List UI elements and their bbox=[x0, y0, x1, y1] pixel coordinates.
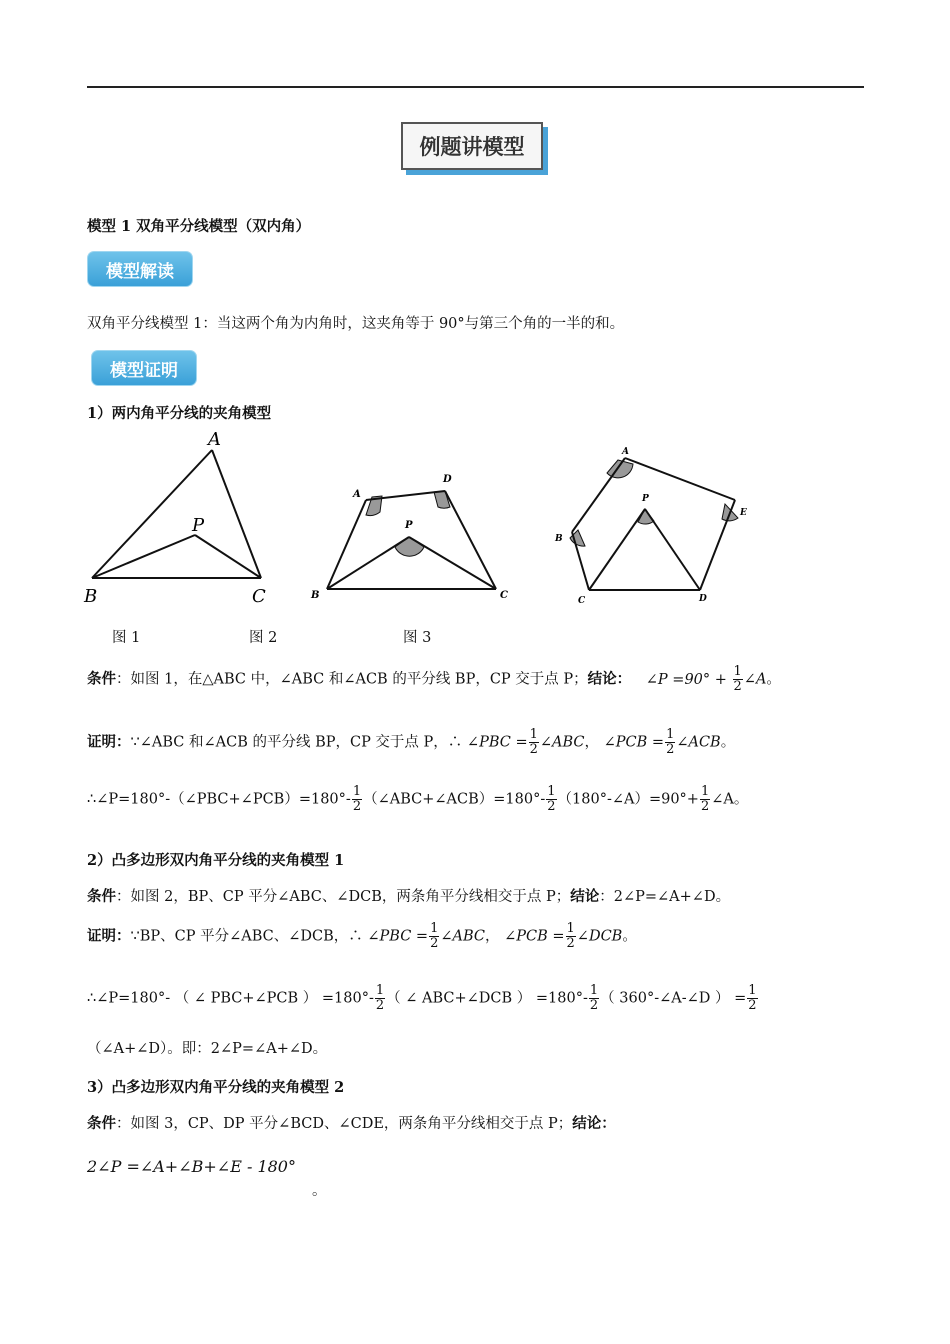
arc-a bbox=[607, 460, 633, 478]
label-b: B bbox=[311, 590, 320, 601]
fraction-half: $\frac{1}{2}$ bbox=[375, 983, 385, 1013]
label-a: A bbox=[622, 447, 629, 457]
fraction-half: $\frac{1}{2}$ bbox=[589, 983, 599, 1013]
sub2-heading: 2）凸多边形双内角平分线的夹角模型 1 bbox=[87, 852, 345, 869]
figure-2-caption: 图 2 bbox=[249, 630, 278, 646]
fraction-half: $\frac{1}{2}$ bbox=[529, 727, 538, 757]
model-interpret-badge: 模型解读 bbox=[87, 251, 193, 287]
label-b: B bbox=[555, 534, 563, 544]
figure-3-caption: 图 3 bbox=[403, 630, 432, 646]
label-c: C bbox=[578, 596, 586, 606]
label-p: P bbox=[642, 494, 649, 504]
fraction-half: $\frac{1}{2}$ bbox=[352, 784, 362, 814]
sub1-heading: 1）两内角平分线的夹角模型 bbox=[87, 405, 272, 422]
m3-formula: 2∠P =∠A+∠B+∠E - 180° bbox=[87, 1157, 296, 1176]
label-d: D bbox=[699, 594, 707, 604]
figure-3 bbox=[545, 440, 755, 610]
figure-1-caption: 图 1 bbox=[112, 630, 141, 646]
m1-proof-line3: ∴∠P=180°-（∠PBC+∠PCB）=180°- $\frac{1}{2}$ （∠ABC+∠ACB）=180°- $\frac{1}{2}$ （180°-∠A）=90°+ $\frac{1}{2}$ ∠A。 bbox=[87, 784, 749, 814]
figure-1 bbox=[80, 425, 280, 610]
model1-heading: 模型 1 双角平分线模型（双内角） bbox=[87, 218, 311, 235]
edge-ab bbox=[572, 458, 625, 532]
figure-2 bbox=[305, 465, 515, 610]
fraction-half: $\frac{1}{2}$ bbox=[547, 784, 556, 814]
edge-ad bbox=[366, 491, 445, 500]
bisector-bp bbox=[92, 535, 195, 578]
fraction-half: $\frac{1}{2}$ bbox=[566, 921, 575, 951]
label-c: C bbox=[252, 586, 266, 607]
m2-proof-line4: （∠A+∠D）。即：2∠P=∠A+∠D。 bbox=[87, 1041, 328, 1057]
arc-p bbox=[395, 537, 424, 556]
edge-ac bbox=[212, 450, 261, 578]
label-c: C bbox=[500, 590, 508, 601]
fraction-half: $\frac{1}{2}$ bbox=[430, 921, 439, 951]
model-proof-badge: 模型证明 bbox=[91, 350, 197, 386]
section-title-box: 例题讲模型 bbox=[401, 122, 543, 170]
m2-condition: 条件：如图 2，BP、CP 平分∠ABC、∠DCB，两条角平分线相交于点 P；结论：2∠P=∠A+∠D。 bbox=[87, 888, 731, 905]
label-b: B bbox=[84, 586, 98, 607]
m1-condition: 条件：如图 1，在△ABC 中，∠ABC 和∠ACB 的平分线 BP，CP 交于点 P；结论： ∠P =90° + $\frac{1}{2}$ ∠A。 bbox=[87, 664, 781, 694]
label-a: A bbox=[353, 489, 361, 500]
arc-d bbox=[434, 491, 450, 508]
edge-ab bbox=[92, 450, 212, 578]
label-p: P bbox=[192, 515, 205, 536]
bisector-cp bbox=[195, 535, 261, 578]
fraction-half: $\frac{1}{2}$ bbox=[700, 784, 710, 814]
bisector-dp bbox=[645, 509, 700, 590]
model1-intro: 双角平分线模型 1：当这两个角为内角时，这夹角等于 90°与第三个角的一半的和。 bbox=[87, 316, 625, 332]
sub3-heading: 3）凸多边形双内角平分线的夹角模型 2 bbox=[87, 1079, 345, 1096]
m1-proof: 证明：∵∠ABC 和∠ACB 的平分线 BP，CP 交于点 P，∴ ∠PBC = $\frac{1}{2}$ ∠ABC， ∠PCB = $\frac{1}{2}$ ∠ACB。 bbox=[87, 727, 736, 757]
label-a: A bbox=[208, 429, 221, 450]
fraction-half: $\frac{1}{2}$ bbox=[666, 727, 675, 757]
edge-de bbox=[700, 500, 735, 590]
m2-proof-line3: ∴∠P=180°- （ ∠ PBC+∠PCB ） =180°- $\frac{1}{2}$ （ ∠ ABC+∠DCB ） =180°- $\frac{1}{2}$ （ 360°-∠A-∠D ） = $\frac{1}{2}$ bbox=[87, 983, 757, 1013]
header-rule bbox=[87, 86, 864, 88]
bisector-cp bbox=[589, 509, 645, 590]
label-d: D bbox=[443, 474, 452, 485]
m3-condition: 条件：如图 3，CP、DP 平分∠BCD、∠CDE，两条角平分线相交于点 P；结论： bbox=[87, 1115, 616, 1132]
m2-proof: 证明：∵BP、CP 平分∠ABC、∠DCB，∴ ∠PBC = $\frac{1}{2}$ ∠ABC， ∠PCB = $\frac{1}{2}$ ∠DCB。 bbox=[87, 921, 637, 951]
label-p: P bbox=[405, 520, 413, 531]
fraction-half: $\frac{1}{2}$ bbox=[733, 664, 742, 694]
m3-end-mark: 。 bbox=[312, 1183, 327, 1199]
fraction-half: $\frac{1}{2}$ bbox=[748, 983, 757, 1013]
label-e: E bbox=[740, 508, 747, 518]
